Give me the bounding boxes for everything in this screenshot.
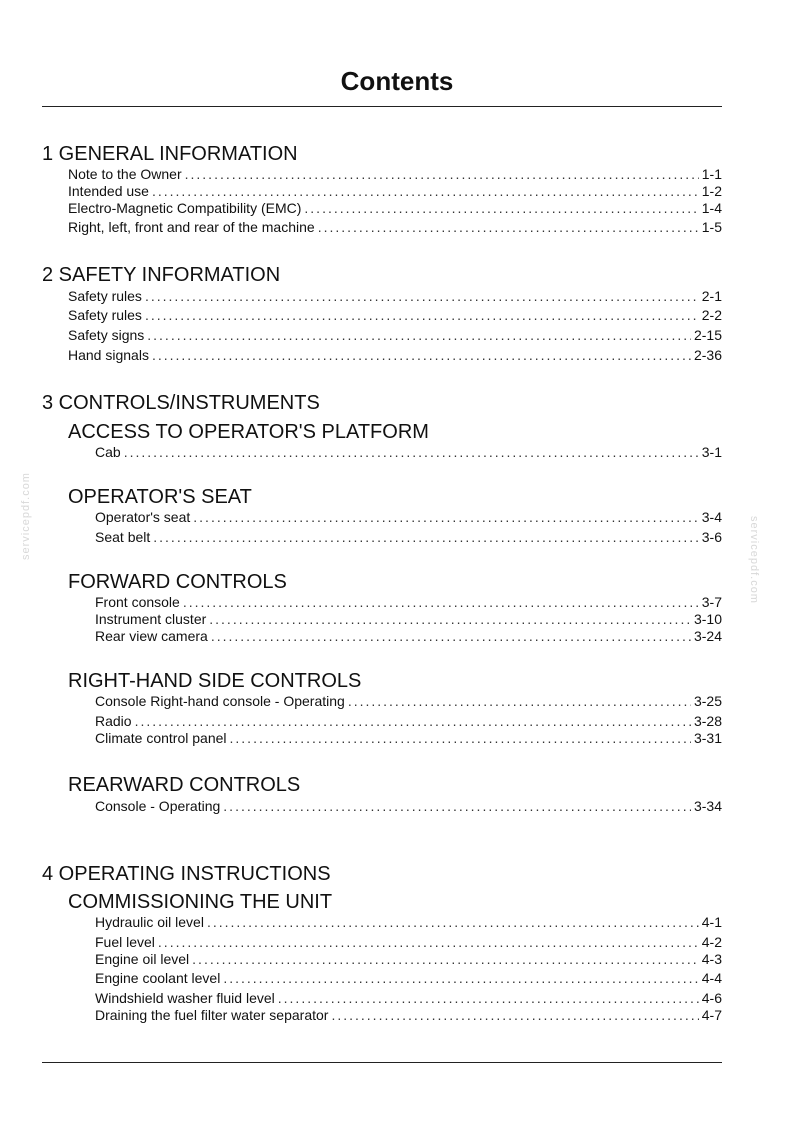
section-heading[interactable]: COMMISSIONING THE UNIT (68, 891, 333, 913)
entry-page-number: 3-1 (701, 444, 722, 460)
section-heading[interactable]: REARWARD CONTROLS (68, 774, 301, 796)
chapter-heading[interactable]: 3 CONTROLS/INSTRUMENTS (42, 392, 320, 414)
entry-label: Intended use (68, 183, 149, 199)
entry-label: Console - Operating (95, 798, 221, 814)
toc-entry[interactable] (95, 968, 722, 986)
toc-entry[interactable] (95, 691, 722, 709)
entry-label: Draining the fuel filter water separator (95, 1007, 329, 1023)
entry-label: Rear view camera (95, 628, 208, 644)
entry-page-number: 2-2 (701, 307, 722, 323)
entry-label: Right, left, front and rear of the machine (68, 219, 315, 235)
entry-page-number: 2-36 (693, 347, 722, 363)
dot-leader (304, 200, 698, 216)
entry-label: Hydraulic oil level (95, 914, 204, 930)
entry-label: Engine oil level (95, 951, 190, 967)
entry-page-number: 4-6 (701, 990, 722, 1006)
entry-page-number: 3-34 (693, 798, 722, 814)
dot-leader (158, 934, 699, 950)
toc-entry[interactable] (68, 198, 722, 216)
entry-label: Operator's seat (95, 509, 191, 525)
entry-page-number: 4-2 (701, 934, 722, 950)
entry-label: Front console (95, 594, 180, 610)
dot-leader (124, 444, 699, 460)
dot-leader (318, 219, 699, 235)
entry-label: Safety rules (68, 288, 142, 304)
toc-entry[interactable] (68, 164, 722, 182)
dot-leader (192, 951, 699, 967)
dot-leader (153, 529, 699, 545)
dot-leader (145, 288, 699, 304)
entry-page-number: 3-6 (701, 529, 722, 545)
watermark-right: servicepdf.com (748, 516, 760, 604)
entry-label: Cab (95, 444, 121, 460)
toc-entry[interactable] (68, 305, 722, 323)
dot-leader (223, 798, 691, 814)
entry-page-number: 3-24 (693, 628, 722, 644)
toc-entry[interactable] (95, 507, 722, 525)
title-divider (42, 106, 722, 107)
entry-label: Note to the Owner (68, 166, 182, 182)
entry-page-number: 3-10 (693, 611, 722, 627)
section-heading[interactable]: ACCESS TO OPERATOR'S PLATFORM (68, 421, 429, 443)
entry-page-number: 2-15 (693, 327, 722, 343)
dot-leader (207, 914, 699, 930)
entry-label: Seat belt (95, 529, 151, 545)
watermark-left: servicepdf.com (20, 472, 32, 560)
entry-page-number: 3-28 (693, 713, 722, 729)
toc-entry[interactable] (95, 912, 722, 930)
entry-label: Electro-Magnetic Compatibility (EMC) (68, 200, 302, 216)
entry-label: Climate control panel (95, 730, 227, 746)
dot-leader (183, 594, 699, 610)
toc-entry[interactable] (68, 181, 722, 199)
chapter-heading[interactable]: 1 GENERAL INFORMATION (42, 143, 298, 165)
entry-page-number: 4-3 (701, 951, 722, 967)
toc-entry[interactable] (68, 217, 722, 235)
entry-page-number: 4-4 (701, 970, 722, 986)
section-heading[interactable]: OPERATOR'S SEAT (68, 486, 252, 508)
toc-entry[interactable] (95, 1005, 722, 1023)
toc-entry[interactable] (95, 988, 722, 1006)
section-heading[interactable]: FORWARD CONTROLS (68, 571, 287, 593)
entry-page-number: 4-1 (701, 914, 722, 930)
toc-entry[interactable] (95, 592, 722, 610)
dot-leader (278, 990, 699, 1006)
entry-label: Engine coolant level (95, 970, 221, 986)
entry-page-number: 3-4 (701, 509, 722, 525)
dot-leader (230, 730, 691, 746)
toc-entry[interactable] (95, 442, 722, 460)
dot-leader (223, 970, 698, 986)
dot-leader (348, 693, 691, 709)
dot-leader (147, 327, 691, 343)
dot-leader (331, 1007, 698, 1023)
toc-entry[interactable] (68, 345, 722, 363)
toc-entry[interactable] (95, 728, 722, 746)
toc-entry[interactable] (95, 711, 722, 729)
toc-entry[interactable] (95, 796, 722, 814)
entry-page-number: 3-7 (701, 594, 722, 610)
page-title: Contents (340, 66, 454, 96)
entry-label: Safety signs (68, 327, 145, 343)
entry-label: Instrument cluster (95, 611, 207, 627)
dot-leader (152, 347, 691, 363)
toc-entry[interactable] (68, 325, 722, 343)
entry-page-number: 1-2 (701, 183, 722, 199)
entry-page-number: 2-1 (701, 288, 722, 304)
entry-label: Hand signals (68, 347, 149, 363)
dot-leader (209, 611, 691, 627)
entry-page-number: 1-1 (701, 166, 722, 182)
toc-entry[interactable] (95, 609, 722, 627)
dot-leader (193, 509, 698, 525)
entry-page-number: 4-7 (701, 1007, 722, 1023)
entry-label: Windshield washer fluid level (95, 990, 275, 1006)
entry-page-number: 1-4 (701, 200, 722, 216)
footer-divider (42, 1062, 722, 1063)
entry-label: Fuel level (95, 934, 155, 950)
toc-entry[interactable] (95, 949, 722, 967)
toc-entry[interactable] (95, 626, 722, 644)
toc-entry[interactable] (95, 527, 722, 545)
dot-leader (152, 183, 699, 199)
entry-label: Safety rules (68, 307, 142, 323)
entry-page-number: 1-5 (701, 219, 722, 235)
entry-page-number: 3-25 (693, 693, 722, 709)
chapter-heading[interactable]: 2 SAFETY INFORMATION (42, 264, 281, 286)
toc-entry[interactable] (95, 932, 722, 950)
dot-leader (145, 307, 699, 323)
entry-label: Console Right-hand console - Operating (95, 693, 345, 709)
entry-page-number: 3-31 (693, 730, 722, 746)
dot-leader (211, 628, 691, 644)
chapter-heading[interactable]: 4 OPERATING INSTRUCTIONS (42, 863, 331, 885)
dot-leader (185, 166, 699, 182)
section-heading[interactable]: RIGHT-HAND SIDE CONTROLS (68, 670, 362, 692)
entry-label: Radio (95, 713, 132, 729)
toc-entry[interactable] (68, 286, 722, 304)
dot-leader (135, 713, 691, 729)
